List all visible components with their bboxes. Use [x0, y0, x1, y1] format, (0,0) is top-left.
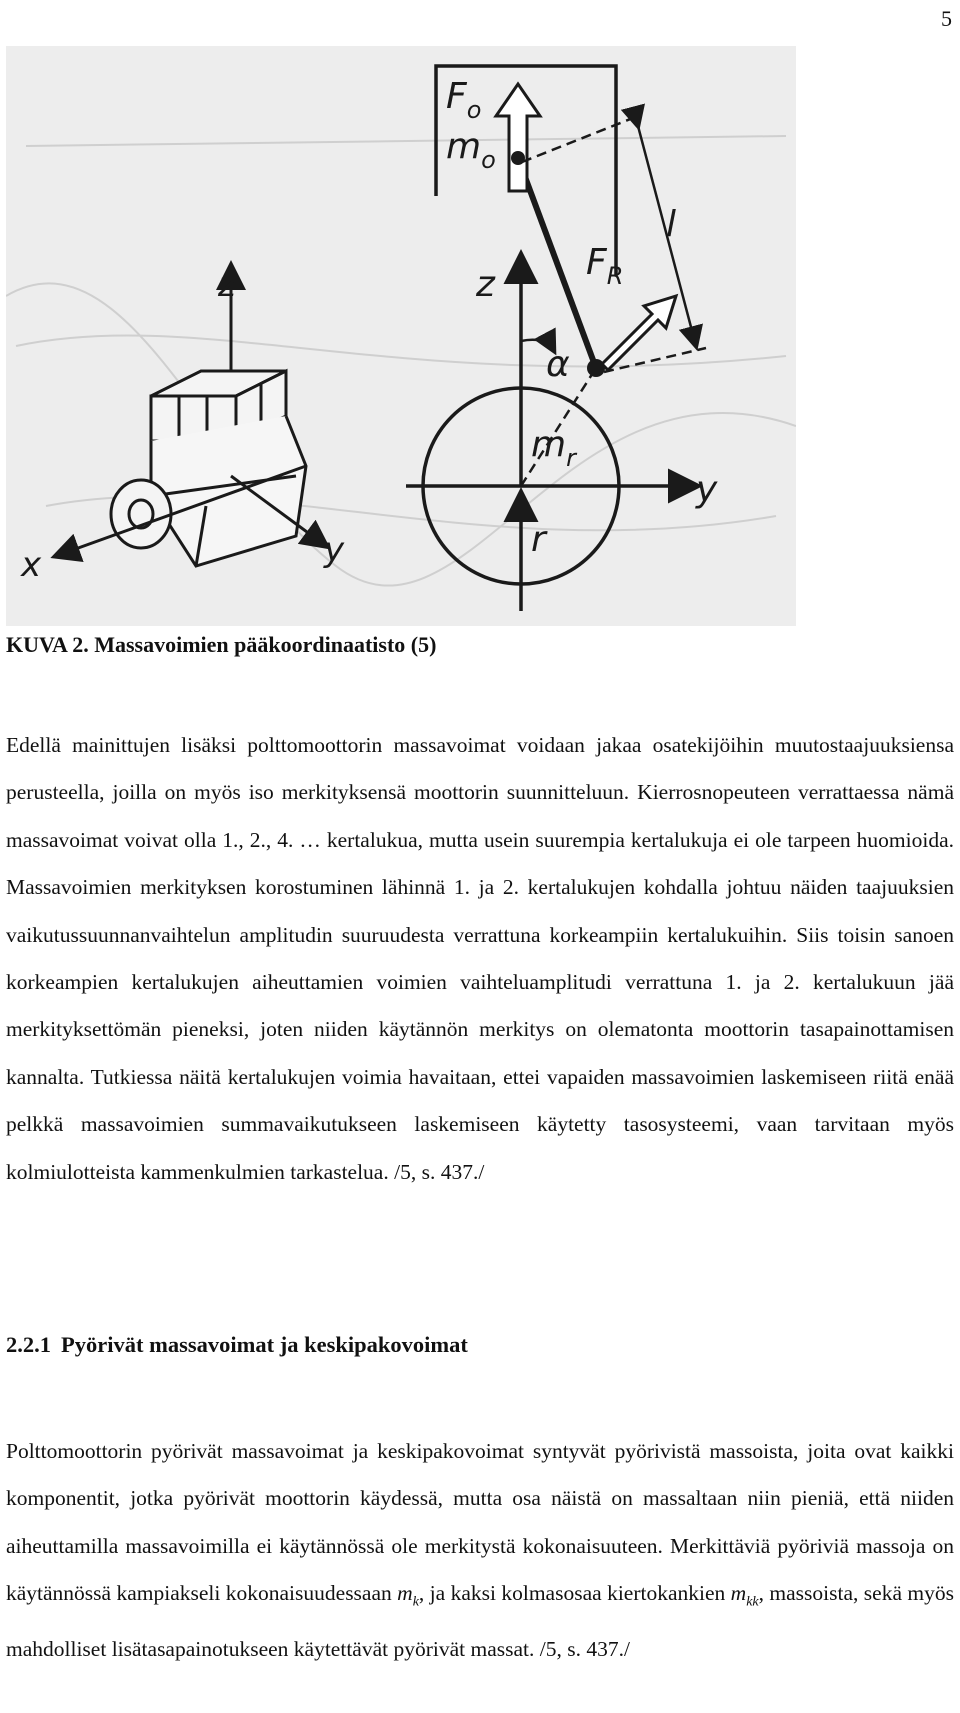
- axis-label-z-right: z: [476, 264, 495, 305]
- label-r: r: [531, 519, 546, 560]
- paragraph-rotating-masses: [6, 1428, 954, 1673]
- section-title: Pyörivät massavoimat ja keskipakovoimat: [61, 1332, 468, 1357]
- label-m0: $m_o$: [446, 126, 496, 174]
- figure-mass-force-coordinates: [6, 46, 796, 626]
- figure-caption: KUVA 2. Massavoimien pääkoordinaatisto (5): [6, 632, 437, 657]
- axis-label-y-right: y: [696, 469, 718, 510]
- label-mr: $m_r$: [531, 424, 576, 472]
- label-F0: $F_o$: [446, 76, 482, 124]
- axis-label-y-left: y: [324, 530, 345, 570]
- piston-pin-point: [511, 151, 525, 165]
- axis-label-z-left: z: [218, 265, 236, 305]
- label-alpha: α: [546, 344, 570, 385]
- page-number: 5: [941, 6, 952, 31]
- label-FR: $F_R$: [586, 242, 624, 290]
- paragraph-intro: Edellä mainittujen lisäksi polttomoottorin massavoimat voidaan jakaa osatekijöihin muutostaajuuksiensa perusteella, joilla on myös iso merkityksensä moottorin suunnitteluun. Kierrosnopeuteen verrattaessa nämä massavoimat voivat olla 1., 2., 4. … kertalukua, mutta usein suurempia kertalukuja ei ole tarpeen huomioida. Massavoimien merkityksen korostuminen lähinnä 1. ja 2. kertalukujen kohdalla johtuu näiden taajuuksien vaikutussuunnanvaihtelun amplitudin suuruudesta verrattuna korkeampiin kertalukuihin. Siis toisin sanoen korkeampien kertalukujen aiheuttamien voimien vaihteluamplitudi verrattuna 1. ja 2. kertalukuun jää merkityksettömän pieneksi, joten niiden käytännön merkitys on olematonta moottorin tasapainottamisen kannalta. Tutkiessa näitä kertalukujen voimia havaitaan, ettei vapaiden massavoimien laskemiseen riitä enää pelkkä massavoimien summavaikutukseen laskemiseen käytetty tasosysteemi, vaan tarvitaan myös kolmiulotteista kammenkulmien tarkastelua. /5, s. 437./: [6, 733, 954, 1184]
- engine-block-sketch: [56, 266, 326, 566]
- math-m-k: $m_k$: [397, 1581, 419, 1610]
- section-heading: [6, 1332, 468, 1358]
- crank-pin-point: [587, 359, 605, 377]
- axis-label-x: x: [21, 545, 42, 585]
- section-number: 2.2.1: [6, 1332, 51, 1357]
- label-l: l: [666, 204, 677, 245]
- math-m-kk: $m_{kk}$: [730, 1581, 759, 1610]
- paragraph-text-part2: , ja kaksi kolmasosaa kiertokankien: [418, 1581, 731, 1606]
- paragraph-text-part1: Polttomoottorin pyörivät massavoimat ja keskipakovoimat syntyvät pyörivistä massoista, joita ovat kaikki komponentit, jotka pyörivät moottorin käydessä, mutta osa näistä on massaltaan niin pieniä, että niiden aiheuttamilla massavoimilla ei käytännössä ole merkitystä kokonaisuuteen. Merkittäviä pyöriviä massoja on käytännössä kampiakseli kokonaisuudessaan: [6, 1439, 954, 1606]
- paragraph-text-part3: , massoista, sekä myös mahdolliset lisätasapainotukseen käytettävät pyörivät massat. /5, s. 437./: [6, 1581, 954, 1661]
- figure-drawing: [6, 46, 796, 626]
